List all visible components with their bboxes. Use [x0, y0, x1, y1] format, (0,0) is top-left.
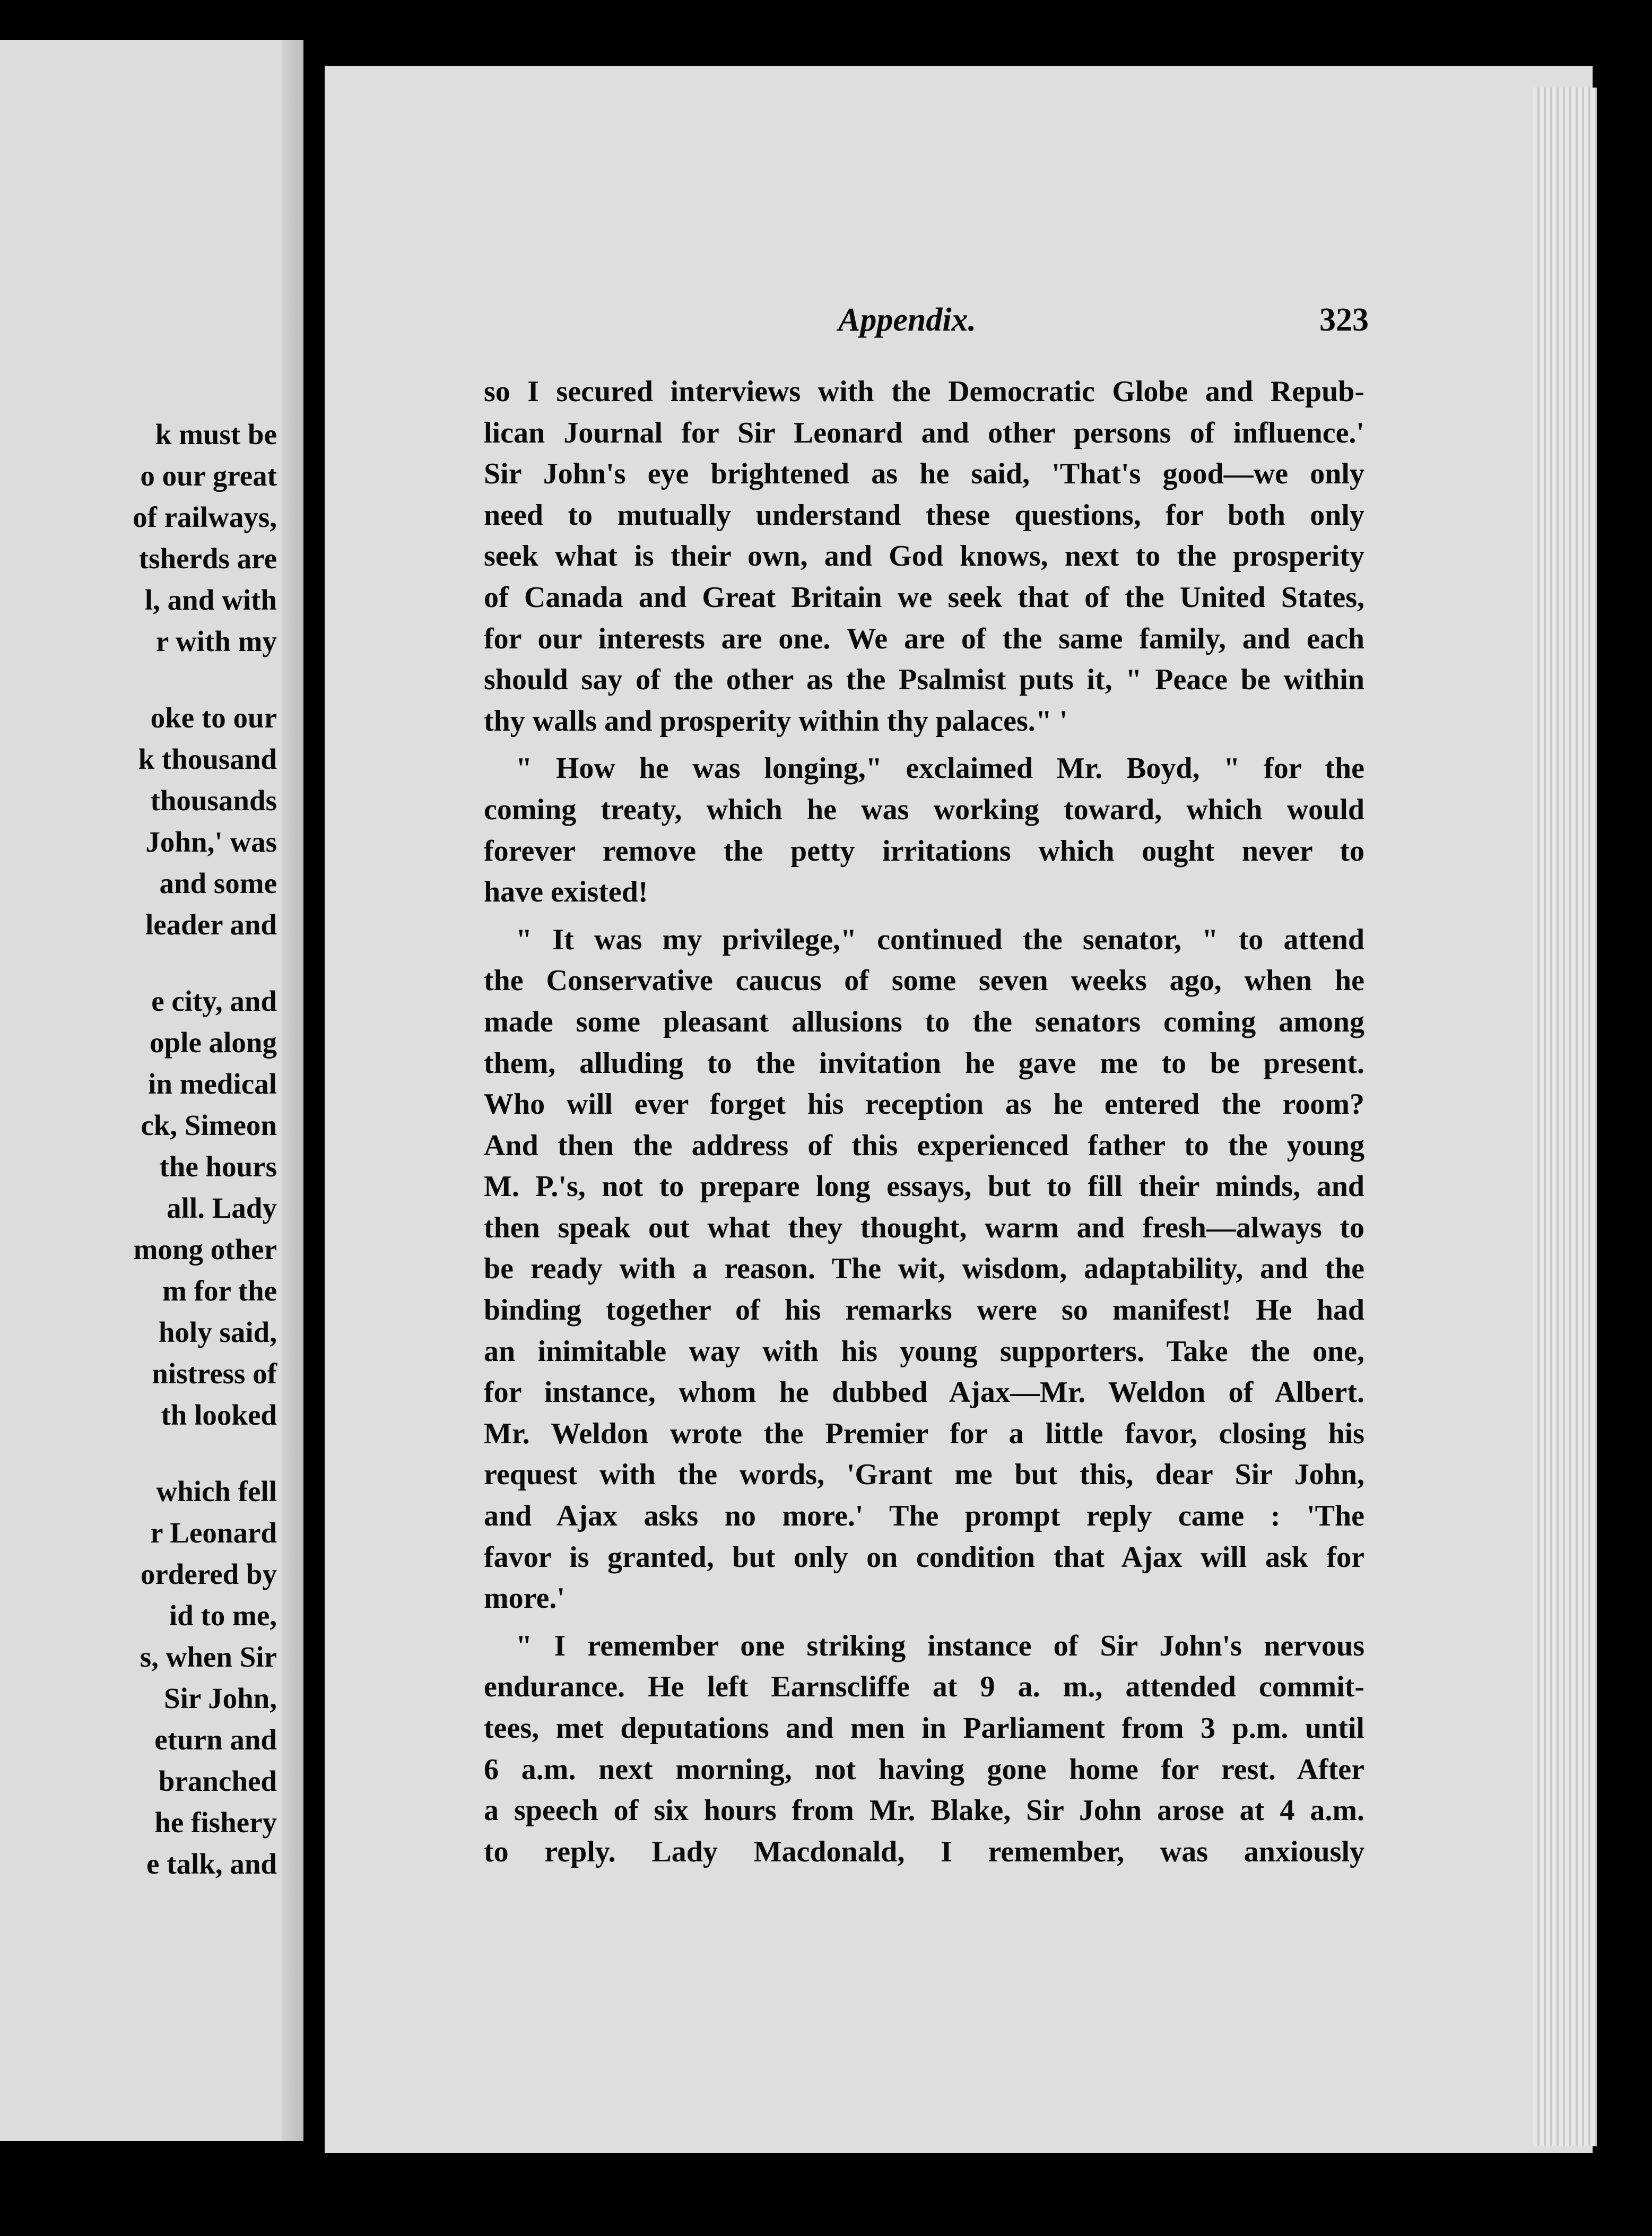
left-page-line: id to me,: [169, 1599, 277, 1632]
text-line: coming treaty, which he was working toward, which would: [484, 793, 1364, 826]
left-page-line: which fell: [156, 1475, 277, 1507]
left-page-line: e city, and: [151, 985, 277, 1017]
left-page-line: l, and with: [144, 584, 277, 616]
left-page-line: eturn and: [154, 1723, 277, 1756]
text-line: for our interests are one. We are of the same family, and each: [484, 622, 1364, 655]
text-line: be ready with a reason. The wit, wisdom, adaptability, and the: [484, 1252, 1364, 1286]
left-page-line: ordered by: [140, 1558, 277, 1590]
left-page-line: r Leonard: [150, 1516, 277, 1549]
text-line: " I remember one striking instance of Sir John's nervous: [516, 1629, 1364, 1662]
left-page-line: thousands: [150, 784, 277, 817]
left-page-line: s, when Sir: [140, 1641, 277, 1673]
left-page-line: in medical: [148, 1068, 277, 1100]
text-line: lican Journal for Sir Leonard and other persons of influence.': [484, 416, 1364, 449]
left-page-line: of railways,: [133, 501, 277, 533]
text-line: more.': [484, 1582, 565, 1615]
text-line: so I secured interviews with the Democratic Globe and Repub-: [484, 375, 1364, 408]
running-title: Appendix.: [838, 302, 977, 338]
text-line: Who will ever forget his reception as he entered the room?: [484, 1088, 1364, 1121]
page-edges: [1533, 88, 1597, 2146]
page-number: 323: [1319, 302, 1369, 338]
text-line: " It was my privilege," continued the senator, " to attend: [516, 923, 1364, 956]
left-page-line: tsherds are: [138, 542, 277, 575]
text-line: 6 a.m. next morning, not having gone home for rest. After: [484, 1753, 1364, 1786]
text-line: " How he was longing," exclaimed Mr. Boyd, " for the: [516, 752, 1364, 785]
left-page-line: John,' was: [145, 826, 277, 858]
text-line: should say of the other as the Psalmist puts it, " Peace be within: [484, 663, 1364, 697]
left-page-line: nistress of: [152, 1357, 277, 1390]
text-line: M. P.'s, not to prepare long essays, but to fill their minds, and: [484, 1170, 1364, 1203]
left-page-line: he fishery: [154, 1806, 277, 1839]
text-line: forever remove the petty irritations which ought never to: [484, 834, 1364, 868]
left-page-line: the hours: [159, 1150, 277, 1183]
left-page-line: leader and: [145, 908, 277, 941]
text-line: endurance. He left Earnscliffe at 9 a. m., attended commit-: [484, 1670, 1364, 1704]
running-head: [796, 301, 1369, 349]
left-page-line: ck, Simeon: [141, 1109, 277, 1141]
left-page-line: and some: [159, 867, 277, 899]
left-page-line: all. Lady: [167, 1192, 277, 1224]
left-page-line: e talk, and: [146, 1848, 277, 1880]
left-page-line: Sir John,: [164, 1682, 277, 1714]
text-line: thy walls and prosperity within thy palaces." ': [484, 704, 1068, 738]
text-line: a speech of six hours from Mr. Blake, Sir John arose at 4 a.m.: [484, 1794, 1364, 1827]
text-line: binding together of his remarks were so manifest! He had: [484, 1294, 1364, 1327]
left-page-line: holy said,: [158, 1316, 277, 1348]
left-page-line: ople along: [150, 1026, 277, 1059]
left-page-line: m for the: [162, 1275, 277, 1307]
text-line: the Conservative caucus of some seven weeks ago, when he: [484, 964, 1364, 998]
text-line: Mr. Weldon wrote the Premier for a little favor, closing his: [484, 1417, 1364, 1450]
text-line: And then the address of this experienced father to the young: [484, 1129, 1364, 1162]
text-line: Sir John's eye brightened as he said, 'That's good—we only: [484, 457, 1364, 491]
text-line: favor is granted, but only on condition that Ajax will ask for: [484, 1540, 1364, 1574]
left-page-fragment: [0, 40, 303, 2141]
left-page-line: th looked: [161, 1399, 277, 1431]
text-line: of Canada and Great Britain we seek that of the United States,: [484, 580, 1364, 614]
text-line: an inimitable way with his young supporters. Take the one,: [484, 1334, 1364, 1368]
text-line: them, alluding to the invitation he gave me to be present.: [484, 1046, 1364, 1080]
text-line: need to mutually understand these questions, for both only: [484, 498, 1364, 532]
text-line: to reply. Lady Macdonald, I remember, was anxiously: [484, 1835, 1364, 1868]
text-line: have existed!: [484, 876, 648, 909]
text-line: request with the words, 'Grant me but this, dear Sir John,: [484, 1458, 1364, 1492]
body-text: [484, 371, 1364, 1873]
left-page-line: oke to our: [150, 701, 277, 734]
text-line: made some pleasant allusions to the senators coming among: [484, 1005, 1364, 1038]
left-page-line: [0, 1436, 277, 1471]
book-gutter: [303, 64, 324, 2154]
left-page-edge: [282, 40, 303, 2141]
left-page-line: k must be: [155, 418, 277, 450]
text-line: then speak out what they thought, warm and fresh—always to: [484, 1211, 1364, 1244]
text-line: tees, met deputations and men in Parliament from 3 p.m. until: [484, 1712, 1364, 1745]
left-page-line: branched: [158, 1765, 277, 1797]
left-page-line: mong other: [133, 1233, 277, 1266]
text-line: for instance, whom he dubbed Ajax—Mr. Weldon of Albert.: [484, 1376, 1364, 1409]
text-line: seek what is their own, and God knows, next to the prosperity: [484, 540, 1364, 573]
left-page-line: [0, 946, 277, 981]
left-page-line: [0, 662, 277, 697]
text-line: and Ajax asks no more.' The prompt reply came : 'The: [484, 1500, 1364, 1533]
left-page-line: o our great: [140, 460, 277, 492]
left-page-line: r with my: [155, 625, 277, 657]
left-page-text: [0, 414, 277, 1885]
left-page-line: k thousand: [138, 743, 277, 775]
